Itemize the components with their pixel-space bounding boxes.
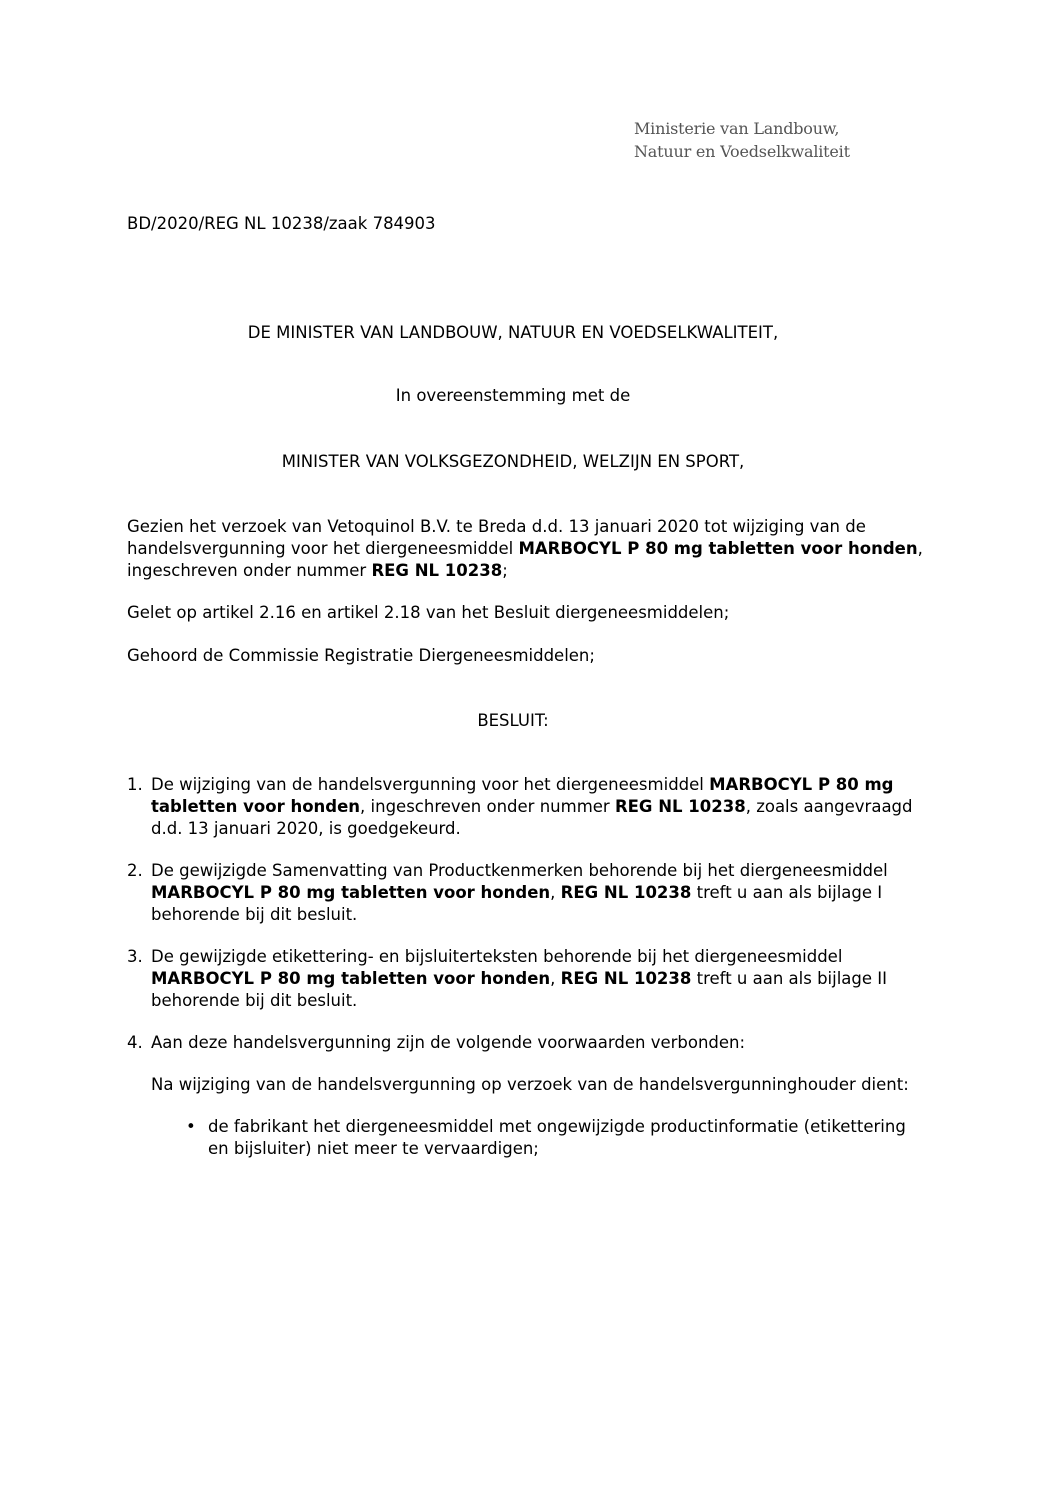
- item-number: 2.: [127, 861, 143, 880]
- item-text: , zoals aangevraagd d.d. 13 januari 2020, is goedgekeurd.: [151, 797, 913, 838]
- registration-number: REG NL 10238: [560, 883, 692, 902]
- gezien-text: Gezien het verzoek van Vetoquinol B.V. te Breda d.d. 13 januari 2020 tot wijziging van de handelsvergunning voor het diergeneesmiddel: [127, 517, 866, 558]
- item-text: , ingeschreven onder nummer: [360, 797, 615, 816]
- registration-number: REG NL 10238: [614, 797, 746, 816]
- reference-number: BD/2020/REG NL 10238/zaak 784903: [127, 214, 436, 233]
- gezien-paragraph: [127, 516, 927, 582]
- decision-item-1: [127, 774, 927, 840]
- item-text: treft u aan als bijlage II behorende bij dit besluit.: [151, 969, 888, 1010]
- product-name: MARBOCYL P 80 mg tabletten voor honden: [518, 539, 918, 558]
- in-agreement-text: In overeenstemming met de: [395, 386, 631, 405]
- condition-text: de fabrikant het diergeneesmiddel met ongewijzigde productinformatie (etikettering en bijsluiter) niet meer te vervaardigen;: [208, 1117, 906, 1158]
- gezien-end-text: ;: [502, 561, 508, 580]
- ministry-logo: [634, 117, 850, 163]
- product-name: MARBOCYL P 80 mg tabletten voor honden: [151, 969, 551, 988]
- conditions-intro: Na wijziging van de handelsvergunning op verzoek van de handelsvergunninghouder dient:: [151, 1075, 909, 1094]
- ministry-name-line2: Natuur en Voedselkwaliteit: [634, 142, 850, 161]
- item-text: Aan deze handelsvergunning zijn de volgende voorwaarden verbonden:: [151, 1033, 746, 1052]
- gezien-mid-text: , ingeschreven onder nummer: [127, 539, 923, 580]
- item-number: 3.: [127, 947, 143, 966]
- ministry-name-line1: Ministerie van Landbouw,: [634, 119, 840, 138]
- decision-item-4: [127, 1032, 927, 1160]
- decision-heading: BESLUIT:: [477, 711, 549, 730]
- minister-heading: DE MINISTER VAN LANDBOUW, NATUUR EN VOEDSELKWALITEIT,: [247, 323, 779, 342]
- registration-number: REG NL 10238: [371, 561, 503, 580]
- decision-list: [127, 774, 927, 1180]
- item-separator: ,: [550, 969, 561, 988]
- decision-item-3: [127, 946, 927, 1012]
- item-separator: ,: [550, 883, 561, 902]
- item-text: treft u aan als bijlage I behorende bij dit besluit.: [151, 883, 883, 924]
- item-text: De wijziging van de handelsvergunning voor het diergeneesmiddel: [151, 775, 710, 794]
- item-text: De gewijzigde Samenvatting van Productkenmerken behorende bij het diergeneesmiddel: [151, 861, 888, 880]
- product-name: MARBOCYL P 80 mg tabletten voor honden: [151, 883, 551, 902]
- gelet-paragraph: Gelet op artikel 2.16 en artikel 2.18 van het Besluit diergeneesmiddelen;: [127, 603, 730, 622]
- registration-number: REG NL 10238: [560, 969, 692, 988]
- gehoord-paragraph: Gehoord de Commissie Registratie Diergeneesmiddelen;: [127, 646, 595, 665]
- product-name: MARBOCYL P 80 mg tabletten voor honden: [151, 775, 894, 816]
- item-text: De gewijzigde etikettering- en bijsluiterteksten behorende bij het diergeneesmiddel: [151, 947, 843, 966]
- condition-bullet-item: [151, 1116, 927, 1160]
- decision-item-2: [127, 860, 927, 926]
- minister2-heading: MINISTER VAN VOLKSGEZONDHEID, WELZIJN EN SPORT,: [281, 452, 745, 471]
- bullet-icon: •: [186, 1117, 196, 1136]
- item-number: 4.: [127, 1033, 143, 1052]
- item-number: 1.: [127, 775, 143, 794]
